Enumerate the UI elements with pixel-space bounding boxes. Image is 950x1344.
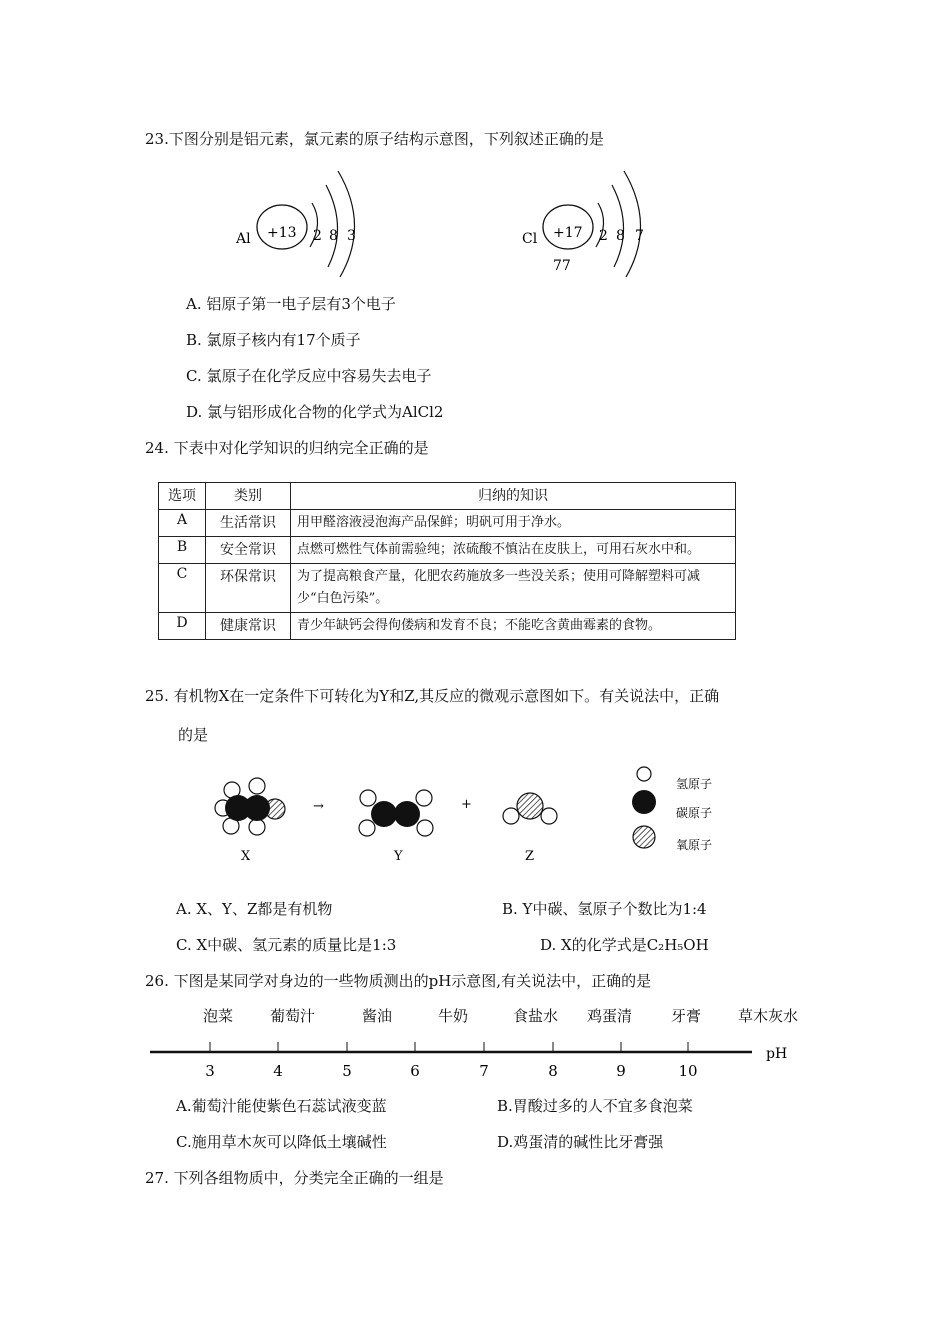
label-x: X xyxy=(241,849,251,864)
oxygen-legend-icon xyxy=(633,826,655,848)
row-option: A xyxy=(159,510,206,537)
al-symbol: Al xyxy=(236,231,251,247)
substance-grape-juice: 葡萄汁 xyxy=(270,1007,316,1025)
legend-carbon: 碳原子 xyxy=(676,806,713,820)
header-option: 选项 xyxy=(159,483,206,510)
substance-toothpaste: 牙膏 xyxy=(671,1007,702,1025)
ph-scale xyxy=(148,1040,798,1080)
table-row xyxy=(159,510,736,537)
cl-shell-1-count: 2 xyxy=(599,228,608,244)
table-row xyxy=(159,537,736,564)
row-category: 安全常识 xyxy=(206,537,291,564)
al-shell-3 xyxy=(338,171,355,277)
q26-option-c: C.施用草木灰可以降低土壤碱性 xyxy=(176,1133,387,1151)
reaction-arrow: → xyxy=(313,799,324,814)
q25-stem-line2: 的是 xyxy=(178,726,209,744)
ph-tick-label: 9 xyxy=(616,1062,626,1080)
row-category: 生活常识 xyxy=(206,510,291,537)
substance-ash-water: 草木灰水 xyxy=(738,1007,799,1025)
plus-sign: + xyxy=(461,797,472,812)
q23-option-c: C. 氯原子在化学反应中容易失去电子 xyxy=(186,367,432,385)
row-knowledge: 青少年缺钙会得佝偻病和发育不良；不能吃含黄曲霉素的食物。 xyxy=(291,613,736,640)
q23-option-d: D. 氯与铝形成化合物的化学式为AlCl2 xyxy=(186,403,444,421)
substance-milk: 牛奶 xyxy=(438,1007,469,1025)
table-row xyxy=(159,564,736,613)
substance-salt-water: 食盐水 xyxy=(513,1007,559,1025)
row-category: 健康常识 xyxy=(206,613,291,640)
row-knowledge: 点燃可燃性气体前需验纯；浓硫酸不慎沾在皮肤上，可用石灰水中和。 xyxy=(291,537,736,564)
cl-extra-mark: 77 xyxy=(553,258,571,274)
row-option: D xyxy=(159,613,206,640)
q23-stem: 23.下图分别是铝元素，氯元素的原子结构示意图，下列叙述正确的是 xyxy=(145,130,604,148)
al-shell-2 xyxy=(326,185,338,267)
label-y: Y xyxy=(394,849,403,864)
q26-option-d: D.鸡蛋清的碱性比牙膏强 xyxy=(497,1133,664,1151)
legend-hydrogen: 氢原子 xyxy=(676,777,713,791)
substance-soy-sauce: 酱油 xyxy=(362,1007,393,1025)
q25-option-b: B. Y中碳、氢原子个数比为1:4 xyxy=(502,900,707,918)
q26-option-b: B.胃酸过多的人不宜多食泡菜 xyxy=(497,1097,693,1115)
molecule-y xyxy=(359,790,433,836)
cl-nucleus-charge: +17 xyxy=(553,225,583,241)
cl-symbol: Cl xyxy=(522,231,538,247)
cl-shell-3-count: 7 xyxy=(635,228,644,244)
q25-option-c: C. X中碳、氢元素的质量比是1:3 xyxy=(176,936,397,954)
ph-axis-label: pH xyxy=(766,1046,788,1062)
q25-option-a: A. X、Y、Z都是有机物 xyxy=(176,900,333,918)
substance-pao-cai: 泡菜 xyxy=(203,1007,234,1025)
al-shell-2-count: 8 xyxy=(329,228,338,244)
q26-stem: 26. 下图是某同学对身边的一些物质测出的pH示意图,有关说法中，正确的是 xyxy=(145,972,652,990)
row-knowledge: 用甲醛溶液浸泡海产品保鲜；明矾可用于净水。 xyxy=(291,510,736,537)
q25-stem-line1: 25. 有机物X在一定条件下可转化为Y和Z,其反应的微观示意图如下。有关说法中，正确 xyxy=(145,687,720,705)
substance-egg-white: 鸡蛋清 xyxy=(587,1007,633,1025)
header-category: 类别 xyxy=(206,483,291,510)
cl-shell-2 xyxy=(612,185,624,267)
q24-stem: 24. 下表中对化学知识的归纳完全正确的是 xyxy=(145,439,429,457)
table-header-row xyxy=(159,483,736,510)
molecule-z xyxy=(503,793,557,824)
row-category: 环保常识 xyxy=(206,564,291,613)
ph-tick-label: 3 xyxy=(205,1062,215,1080)
q27-stem: 27. 下列各组物质中，分类完全正确的一组是 xyxy=(145,1169,444,1187)
atom-legend xyxy=(632,767,712,852)
q23-option-a: A. 铝原子第一电子层有3个电子 xyxy=(186,295,396,313)
cl-shell-2-count: 8 xyxy=(616,228,625,244)
header-knowledge: 归纳的知识 xyxy=(291,483,736,510)
ph-tick-label: 5 xyxy=(342,1062,352,1080)
q23-option-b: B. 氯原子核内有17个质子 xyxy=(186,331,361,349)
row-knowledge: 为了提高粮食产量，化肥农药施放多一些没关系；使用可降解塑料可减少“白色污染”。 xyxy=(291,564,736,613)
al-shell-3-count: 3 xyxy=(347,228,356,244)
carbon-legend-icon xyxy=(632,790,656,814)
label-z: Z xyxy=(525,849,535,864)
knowledge-table xyxy=(158,482,736,640)
table-row xyxy=(159,613,736,640)
ph-tick-label: 10 xyxy=(678,1062,698,1080)
molecule-x xyxy=(215,778,285,835)
al-shell-1-count: 2 xyxy=(313,228,322,244)
hydrogen-legend-icon xyxy=(637,767,651,781)
legend-oxygen: 氧原子 xyxy=(676,838,713,852)
cl-shell-3 xyxy=(624,171,641,277)
q25-option-d: D. X的化学式是C₂H₅OH xyxy=(540,936,709,954)
atom-structure-diagrams xyxy=(230,165,690,285)
ph-tick-label: 7 xyxy=(479,1062,489,1080)
ph-ticks xyxy=(205,1042,697,1080)
q26-option-a: A.葡萄汁能使紫色石蕊试液变蓝 xyxy=(176,1097,387,1115)
row-option: B xyxy=(159,537,206,564)
ph-tick-label: 8 xyxy=(548,1062,558,1080)
ph-tick-label: 4 xyxy=(273,1062,283,1080)
ph-tick-label: 6 xyxy=(410,1062,420,1080)
molecule-reaction-diagram xyxy=(205,760,745,870)
row-option: C xyxy=(159,564,206,613)
al-nucleus-charge: +13 xyxy=(267,225,297,241)
